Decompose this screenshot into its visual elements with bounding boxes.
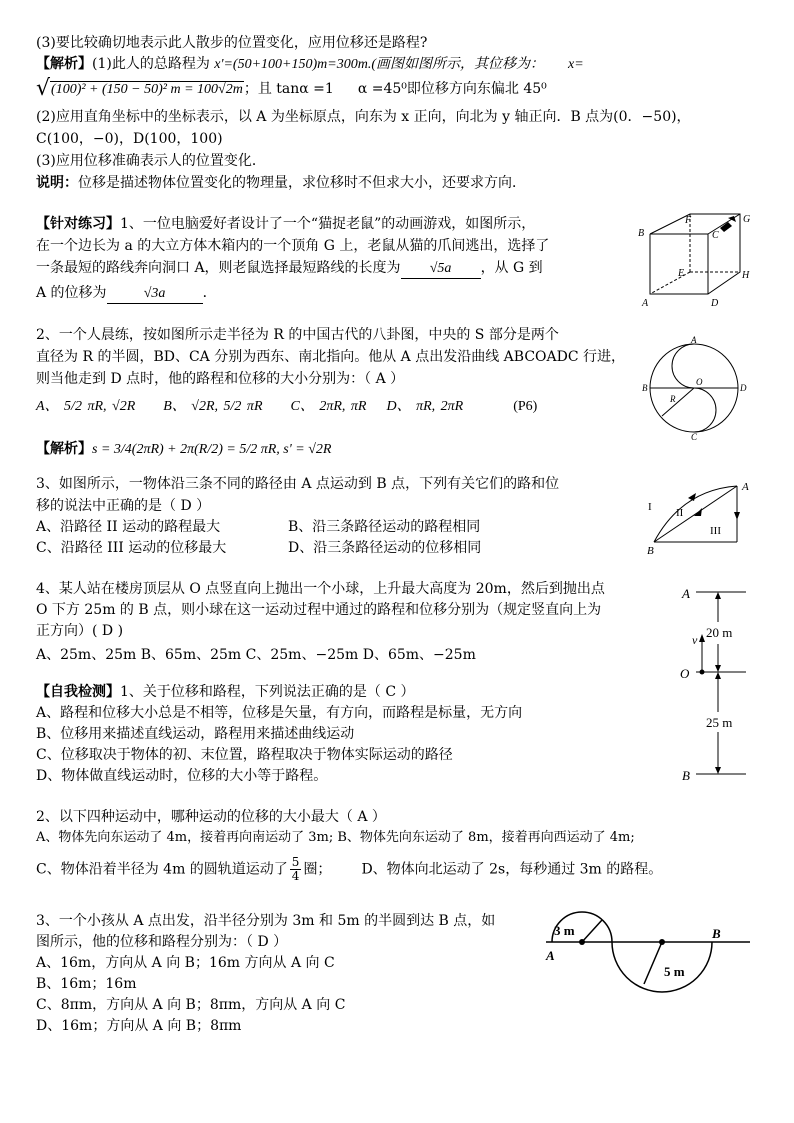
paths-label-a: A (742, 481, 749, 493)
cube-label-a: A (642, 298, 649, 309)
cube-label-b: B (638, 228, 645, 239)
mouse-icon (720, 216, 736, 232)
paths-figure (644, 476, 756, 558)
vertical-label-b: B (682, 768, 690, 783)
vertical-label-v: v (692, 633, 698, 647)
shuoming-tag: 说明： (36, 175, 78, 191)
cube-label-g: G (743, 214, 751, 225)
bagua-label-r: R (670, 394, 676, 404)
tan-text: ；且 tanα =1 (243, 81, 334, 97)
sqrt-expr: (100)² + (150 − 50)² m = 100√2m (51, 82, 243, 97)
coord-1: (2)应用直角坐标中的坐标表示，以 A 为坐标原点，向东为 x 正向，向北为 y 轴正向．B 点为(0．−50)， (36, 109, 691, 125)
bagua-label-d: D (740, 383, 747, 393)
q2-opt-c-tail: 圈； (303, 861, 332, 878)
q3-option-c: C、沿路径 III 运动的位移最大 (36, 540, 227, 556)
jiexi-x: x= (568, 57, 584, 72)
semicircle-label-b: B (712, 926, 721, 941)
velocity-arrow (699, 634, 705, 642)
q3-option-d: D、沿三条路径运动的位移相同 (288, 540, 482, 556)
intro-jiexi (36, 55, 584, 74)
big-circle-center (659, 939, 665, 945)
q3-option-b: B、沿三条路径运动的路程相同 (288, 519, 481, 535)
shuoming-text: 位移是描述物体位置变化的物理量，求位移时不但求大小，还要求方向． (78, 175, 526, 191)
intro-sqrt-line: √(100)² + (150 − 50)² m = 100√2m；且 tanα =1 α =45⁰即位移方向东偏北 45⁰ (36, 76, 547, 101)
selfcheck-q3-opt-a: A、16m，方向从 A 向 B；16m 方向从 A 向 C (36, 955, 335, 971)
practice-q2-jiexi (36, 440, 331, 459)
paths-label-i: I (648, 501, 652, 513)
fraction-denominator: 4 (291, 869, 300, 883)
selfcheck-q2-opt-ab: A、物体先向东运动了 4m，接着再向南运动了 3m; B、物体先向东运动了 8m，接着再向西运动了 4m; (36, 830, 635, 845)
practice-tag: 【针对练习】 (36, 216, 120, 232)
path-ii-arrow (694, 508, 702, 516)
practice-q1-text4: A 的位移为 (36, 285, 107, 301)
q2-option-a: A、 5/2 πR, √2R (36, 399, 136, 414)
q2-jiexi-tag: 【解析】 (36, 441, 92, 457)
practice-q2-line3: 则当他走到 D 点时，他的路程和位移的大小分别为：（ A ） (36, 371, 405, 387)
bagua-label-o: O (696, 377, 703, 387)
dim-arrow-top (715, 592, 721, 599)
bagua-label-c: C (691, 432, 698, 442)
alpha-text: α =45⁰即位移方向东偏北 45⁰ (357, 81, 547, 97)
practice-q1-text4b: ． (202, 285, 217, 301)
label-5m: 5 m (664, 964, 685, 979)
selfcheck-q1-opt-c: C、位移取决于物体的初、末位置，路程取决于物体实际运动的路径 (36, 747, 453, 763)
selfcheck-q1-opt-b: B、位移用来描述直线运动，路程用来描述曲线运动 (36, 726, 355, 742)
cube-figure (628, 212, 751, 309)
shuoming (36, 174, 526, 192)
cube-label-h: H (742, 270, 750, 281)
q2-option-b: B、 √2R, 5/2 πR (163, 399, 263, 414)
cube-label-e: E (678, 268, 685, 279)
jiexi-tag: 【解析】 (36, 56, 92, 72)
practice-q4-line2: O 下方 25m 的 B 点，则小球在这一运动过程中通过的路程和位移分别为（规定竖直向上为 (36, 602, 602, 618)
selfcheck-q3-opt-c: C、8πm，方向从 A 向 B；8πm，方向从 A 向 C (36, 997, 346, 1013)
dim-arrow-o-up (715, 665, 721, 672)
q2-jiexi-formula: s = 3/4(2πR) + 2π(R/2) = 5/2 πR, s' = √2R (92, 442, 332, 457)
bagua-label-a: A (691, 335, 697, 345)
practice-q4-options: A、25m、25m B、65m、25m C、25m、−25m D、65m、−25m (36, 647, 476, 663)
coord-3: (3)应用位移准确表示人的位置变化． (36, 153, 266, 169)
practice-q1-line3 (36, 259, 543, 279)
q2-page-ref: (P6) (513, 399, 538, 414)
selfcheck-q1-opt-a: A、路程和位移大小总是不相等，位移是矢量，有方向，而路程是标量，无方向 (36, 705, 523, 721)
path-iii-arrow (734, 512, 740, 520)
selfcheck-q3-line2: 图所示，他的位移和路程分别为：（ D ） (36, 934, 288, 950)
selfcheck-q3-line1: 3、一个小孩从 A 点出发，沿半径分别为 3m 和 5m 的半圆到达 B 点，如 (36, 913, 496, 929)
jiexi-a: (1)此人的总路程为 (92, 56, 215, 72)
practice-q2-line2: 直径为 R 的半圆，BD、CA 分别为西东、南北指向。他从 A 点出发沿曲线 ABCOADC 行进， (36, 349, 626, 365)
cube-label-d: D (711, 298, 719, 309)
selfcheck-q2-opt-cd (36, 856, 662, 883)
selfcheck-q3-opt-b: B、16m；16m (36, 976, 137, 992)
selfcheck-q2-line: 2、以下四种运动中，哪种运动的位移的大小最大（ A ） (36, 809, 386, 825)
bagua-figure (642, 336, 746, 440)
practice-q3-options-cd (36, 539, 481, 557)
q2-opt-c-text: C、物体沿着半径为 4m 的圆轨道运动了 (36, 861, 288, 878)
vertical-label-20m: 20 m (706, 625, 733, 640)
q3-option-a: A、沿路径 II 运动的路程最大 (36, 519, 221, 535)
fraction-numerator: 5 (291, 855, 300, 869)
label-3m: 3 m (554, 923, 575, 938)
q2-option-c: C、 2πR, πR (290, 399, 367, 414)
dim-arrow-bottom (715, 767, 721, 774)
selfcheck-q1-text: 1、关于位移和路程，下列说法正确的是（ C ） (120, 684, 415, 700)
q2-opt-d-text: D、物体向北运动了 2s，每秒通过 3m 的路程。 (361, 861, 663, 878)
practice-q1-text3b: ，从 G 到 (480, 260, 543, 276)
path-i-arrow (688, 493, 696, 501)
vertical-throw-figure (676, 582, 752, 782)
cube-label-c: C (712, 230, 719, 241)
intro-q3: (3)要比较确切地表示此人散步的位置变化，应用位移还是路程? (36, 35, 428, 51)
practice-q3-line1: 3、如图所示，一物体沿三条不同的路径由 A 点运动到 B 点，下列有关它们的路和位 (36, 476, 560, 492)
q2-option-d: D、 πR, 2πR (386, 399, 464, 414)
vertical-label-o: O (680, 666, 690, 681)
practice-q2-line1: 2、一个人晨练，按如图所示走半径为 R 的中国古代的八卦图，中央的 S 部分是两个 (36, 327, 559, 343)
bagua-label-b: B (642, 383, 648, 393)
point-o (700, 670, 705, 675)
selfcheck-q1-line (36, 683, 415, 701)
paths-label-iii: III (710, 525, 721, 537)
answer-blank-1: √5a (401, 260, 481, 279)
practice-q3-options-ab (36, 518, 480, 536)
vertical-label-25m: 25 m (706, 715, 733, 730)
semicircle-label-a: A (546, 948, 555, 963)
practice-q3-line2: 移的说法中正确的是（ D ） (36, 498, 211, 514)
practice-q4-line1: 4、某人站在楼房顶层从 O 点竖直向上抛出一个小球，上升最大高度为 20m，然后到抛出点 (36, 581, 605, 597)
cube-label-f: F (685, 215, 692, 226)
vertical-label-a: A (682, 586, 690, 601)
semicircle-path-figure (540, 906, 754, 1006)
selfcheck-q3-opt-d: D、16m；方向从 A 向 B；8πm (36, 1018, 242, 1034)
coord-2: C(100，−0)，D(100，100) (36, 131, 223, 147)
practice-q1-line4 (36, 284, 217, 304)
paths-label-ii: II (676, 507, 684, 519)
small-circle-center (579, 939, 585, 945)
answer-blank-2: √3a (107, 285, 203, 304)
practice-q4-line3: 正方向）( D ) (36, 623, 124, 639)
selfcheck-tag: 【自我检测】 (36, 684, 120, 700)
practice-q1-line2: 在一个边长为 a 的大立方体木箱内的一个顶角 G 上，老鼠从猫的爪间逃出，选择了 (36, 238, 550, 254)
practice-q1-line1 (36, 215, 535, 233)
practice-q1-text1: 1、一位电脑爱好者设计了一个“猫捉老鼠”的动画游戏，如图所示， (120, 216, 536, 232)
practice-q2-options (36, 398, 537, 416)
selfcheck-q1-opt-d: D、物体做直线运动时，位移的大小等于路程。 (36, 768, 328, 784)
jiexi-b: x'=(50+100+150)m=300m.(画图如图所示，其位移为： (214, 57, 544, 72)
paths-label-b: B (647, 545, 654, 557)
fraction-5-4 (290, 856, 302, 883)
dim-arrow-o-down (715, 672, 721, 679)
practice-q1-text3: 一条最短的路线奔向洞口 A，则老鼠选择最短路线的长度为 (36, 260, 401, 276)
